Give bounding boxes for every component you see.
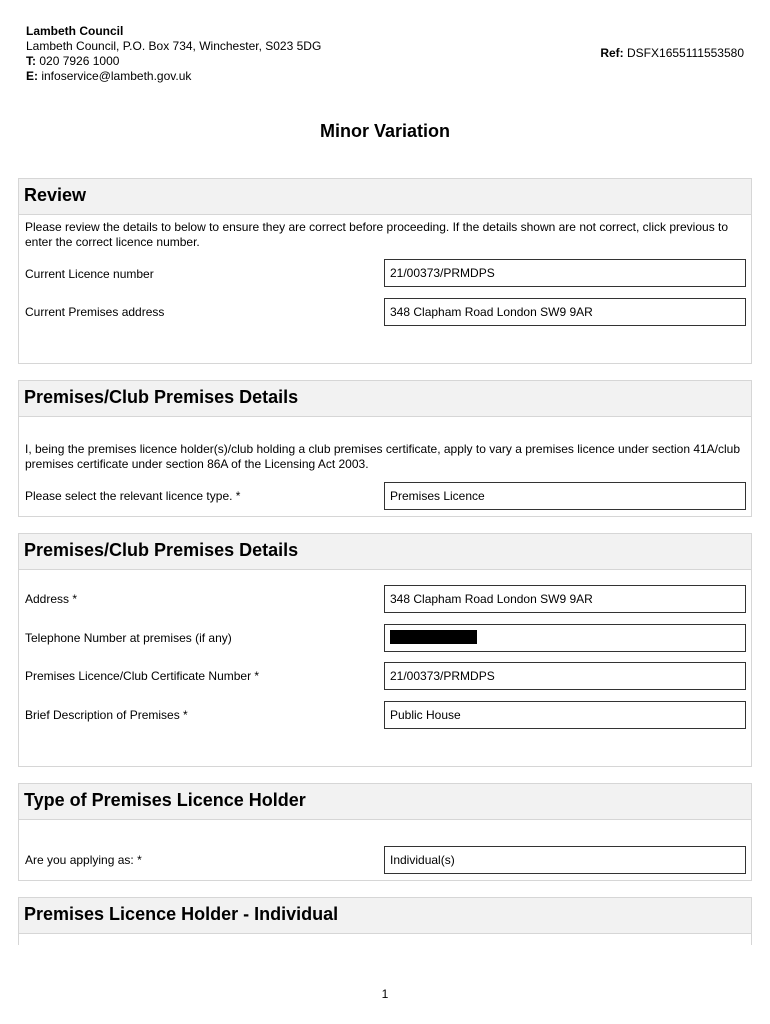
licence-holder-type-heading: Type of Premises Licence Holder	[19, 784, 751, 820]
current-premises-address-field: 348 Clapham Road London SW9 9AR	[384, 298, 746, 326]
licence-certificate-number-label: Premises Licence/Club Certificate Number *	[25, 669, 260, 683]
premises-address-field: 348 Clapham Road London SW9 9AR	[384, 585, 746, 613]
reference-number	[600, 46, 744, 60]
council-phone: 020 7926 1000	[39, 54, 120, 68]
page-number: 1	[381, 987, 389, 1001]
applying-as-label: Are you applying as: *	[25, 853, 142, 867]
licence-type-label: Please select the relevant licence type. *	[25, 489, 241, 503]
review-heading: Review	[19, 179, 751, 215]
email-label: E:	[26, 69, 38, 83]
premises-details-heading-2: Premises/Club Premises Details	[19, 534, 751, 570]
council-contact-block	[26, 24, 321, 84]
licence-type-field: Premises Licence	[384, 482, 746, 510]
premises-declaration-text: I, being the premises licence holder(s)/club holding a club premises certificate, apply to vary a premises licence under section 41A/club premises certificate under section 86A of the Licensing Act 2003.	[25, 442, 741, 471]
council-email: infoservice@lambeth.gov.uk	[41, 69, 192, 83]
premises-telephone-label: Telephone Number at premises (if any)	[25, 631, 232, 645]
ref-value: DSFX1655111553580	[627, 46, 744, 60]
review-intro-text: Please review the details to below to ensure they are correct before proceeding. If the details shown are not correct, click previous to enter the correct licence number.	[25, 220, 729, 249]
licence-holder-individual-heading: Premises Licence Holder - Individual	[19, 898, 751, 934]
premises-description-label: Brief Description of Premises *	[25, 708, 188, 722]
premises-details-heading-1: Premises/Club Premises Details	[19, 381, 751, 417]
current-premises-address-label: Current Premises address	[25, 305, 165, 319]
council-phone-line	[26, 54, 321, 69]
licence-holder-individual-section	[18, 897, 752, 945]
council-address: Lambeth Council, P.O. Box 734, Winchester, S023 5DG	[26, 39, 322, 53]
review-section	[18, 178, 752, 364]
premises-telephone-field	[384, 624, 746, 652]
current-licence-number-label: Current Licence number	[25, 267, 154, 281]
premises-details-section-1	[18, 380, 752, 517]
council-email-line	[26, 69, 321, 84]
applying-as-field: Individual(s)	[384, 846, 746, 874]
premises-description-field: Public House	[384, 701, 746, 729]
current-licence-number-field: 21/00373/PRMDPS	[384, 259, 746, 287]
premises-details-section-2	[18, 533, 752, 767]
licence-certificate-number-field: 21/00373/PRMDPS	[384, 662, 746, 690]
licence-holder-type-section	[18, 783, 752, 881]
premises-address-label: Address *	[25, 592, 78, 606]
ref-label: Ref:	[600, 46, 624, 60]
council-name: Lambeth Council	[26, 24, 124, 38]
redaction-bar	[390, 630, 477, 644]
phone-label: T:	[26, 54, 36, 68]
document-title: Minor Variation	[319, 121, 451, 141]
